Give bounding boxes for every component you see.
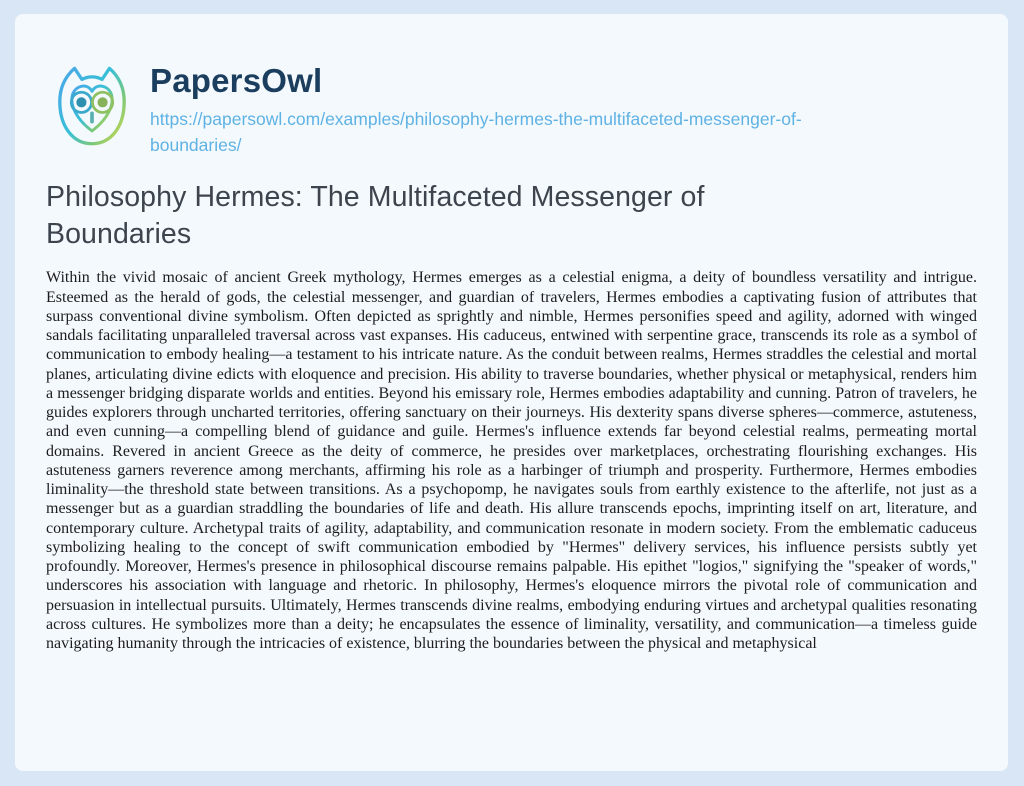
header-text <box>150 58 866 158</box>
content-card <box>15 14 1008 771</box>
article-body-text: Within the vivid mosaic of ancient Greek mythology, Hermes emerges as a celestial enigma, a deity of boundless versatility and intrigue. Esteemed as the herald of gods, the celestial messenger, and guardian of travelers, Hermes embodies a captivating fusion of attributes that surpass conventional divine symbolism. Often depicted as sprightly and nimble, Hermes personifies speed and agility, adorned with winged sandals facilitating unparalleled traversal across vast expanses. His caduceus, entwined with serpentine grace, transcends its role as a symbol of communication to embody healing—a testament to his intricate nature. As the conduit between realms, Hermes straddles the celestial and mortal planes, articulating divine edicts with eloquence and precision. His ability to traverse boundaries, whether physical or metaphysical, renders him a messenger bridging disparate worlds and entities. Beyond his emissary role, Hermes embodies adaptability and cunning. Patron of travelers, he guides explorers through uncharted territories, offering sanctuary on their journeys. His dexterity spans diverse spheres—commerce, astuteness, and even cunning—a compelling blend of guidance and guile. Hermes's influence extends far beyond celestial realms, permeating mortal domains. Revered in ancient Greece as the deity of commerce, he presides over marketplaces, orchestrating flourishing exchanges. His astuteness garners reverence among merchants, affirming his role as a harbinger of triumph and prosperity. Furthermore, Hermes embodies liminality—the threshold state between transitions. As a psychopomp, he navigates souls from earthly existence to the afterlife, not just as a messenger but as a guardian straddling the boundaries of life and death. His allure transcends epochs, imprinting itself on art, literature, and contemporary culture. Archetypal traits of agility, adaptability, and communication resonate in modern society. From the emblematic caduceus symbolizing healing to the concept of swift communication embodied by "Hermes" delivery services, his influence persists subtly yet profoundly. Moreover, Hermes's presence in philosophical discourse remains palpable. His epithet "logios," signifying the "speaker of words," underscores his association with language and rhetoric. In philosophy, Hermes's eloquence mirrors the pivotal role of communication and persuasion in intellectual pursuits. Ultimately, Hermes transcends divine realms, embodying enduring virtues and archetypal qualities resonating across cultures. He symbolizes more than a deity; he encapsulates the essence of liminality, versatility, and communication—a timeless guide navigating humanity through the intricacies of existence, blurring the boundaries between the physical and metaphysical <box>46 269 977 652</box>
article-title: Philosophy Hermes: The Multifaceted Messenger of Boundaries <box>46 181 705 251</box>
owl-logo-icon[interactable] <box>46 58 138 155</box>
site-header <box>46 58 977 158</box>
brand-title: PapersOwl <box>150 62 323 99</box>
page-url-link[interactable]: https://papersowl.com/examples/philosophy-hermes-the-multifaceted-messenger-of-boundaries/ <box>150 109 802 156</box>
